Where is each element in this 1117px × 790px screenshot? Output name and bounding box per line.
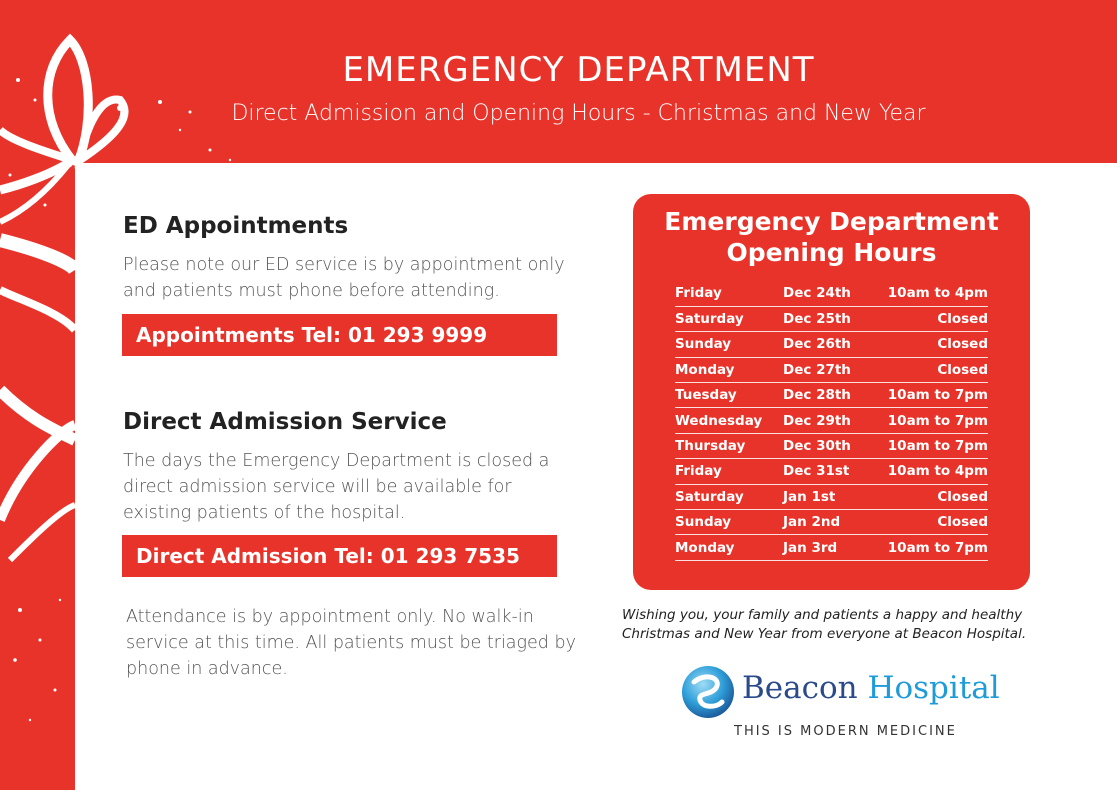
hours-time: Closed bbox=[883, 306, 988, 331]
logo-tagline: THIS IS MODERN MEDICINE bbox=[734, 724, 957, 739]
opening-hours-title-line1: Emergency Department bbox=[664, 207, 999, 236]
hours-row bbox=[675, 383, 988, 408]
hours-date: Dec 31st bbox=[783, 459, 883, 484]
hours-time: Closed bbox=[883, 357, 988, 382]
header-banner bbox=[0, 0, 1117, 163]
direct-admission-tel-box: Direct Admission Tel: 01 293 7535 bbox=[122, 535, 557, 577]
hours-date: Dec 30th bbox=[783, 433, 883, 458]
hours-row bbox=[675, 306, 988, 331]
hours-row bbox=[675, 459, 988, 484]
hours-day: Tuesday bbox=[675, 383, 783, 408]
page-title: EMERGENCY DEPARTMENT bbox=[342, 50, 815, 90]
hours-row bbox=[675, 357, 988, 382]
hours-time: 10am to 7pm bbox=[883, 408, 988, 433]
logo-wordmark bbox=[742, 670, 1000, 706]
hours-time: 10am to 4pm bbox=[883, 459, 988, 484]
hours-date: Dec 25th bbox=[783, 306, 883, 331]
hours-day: Wednesday bbox=[675, 408, 783, 433]
left-red-strip bbox=[0, 0, 75, 790]
hours-day: Friday bbox=[675, 281, 783, 306]
direct-admission-heading: Direct Admission Service bbox=[123, 409, 447, 435]
hours-day: Friday bbox=[675, 459, 783, 484]
ed-appointments-text: Please note our ED service is by appointment only and patients must phone before attending. bbox=[123, 255, 565, 301]
hours-row bbox=[675, 484, 988, 509]
holiday-wish-text: Wishing you, your family and patients a happy and healthy Christmas and New Year from everyone at Beacon Hospital. bbox=[622, 607, 1027, 642]
hours-day: Monday bbox=[675, 535, 783, 560]
hours-time: 10am to 7pm bbox=[883, 383, 988, 408]
hours-row bbox=[675, 281, 988, 306]
hours-time: 10am to 7pm bbox=[883, 433, 988, 458]
beacon-hospital-logo bbox=[680, 660, 1000, 750]
hours-date: Dec 28th bbox=[783, 383, 883, 408]
hours-row bbox=[675, 433, 988, 458]
hours-date: Dec 27th bbox=[783, 357, 883, 382]
hours-time: Closed bbox=[883, 332, 988, 357]
hours-day: Sunday bbox=[675, 332, 783, 357]
hours-day: Sunday bbox=[675, 510, 783, 535]
beacon-logo-icon bbox=[680, 664, 736, 720]
hours-row bbox=[675, 332, 988, 357]
hours-row bbox=[675, 535, 988, 560]
logo-name-beacon: Beacon bbox=[742, 670, 868, 706]
hours-row bbox=[675, 408, 988, 433]
hours-date: Jan 2nd bbox=[783, 510, 883, 535]
ed-appointments-heading: ED Appointments bbox=[123, 213, 349, 239]
opening-hours-title bbox=[633, 206, 1030, 268]
page-subtitle: Direct Admission and Opening Hours - Christmas and New Year bbox=[231, 101, 926, 126]
attendance-note: Attendance is by appointment only. No walk-in service at this time. All patients must be triaged by phone in advance. bbox=[126, 607, 576, 679]
hours-time: 10am to 7pm bbox=[883, 535, 988, 560]
opening-hours-table bbox=[675, 281, 988, 561]
opening-hours-card bbox=[633, 194, 1030, 590]
hours-time: Closed bbox=[883, 510, 988, 535]
hours-date: Dec 29th bbox=[783, 408, 883, 433]
appointments-tel-box: Appointments Tel: 01 293 9999 bbox=[122, 314, 557, 356]
hours-date: Dec 26th bbox=[783, 332, 883, 357]
logo-name-hospital: Hospital bbox=[867, 670, 1000, 706]
hours-row bbox=[675, 510, 988, 535]
hours-day: Saturday bbox=[675, 306, 783, 331]
direct-admission-text: The days the Emergency Department is closed a direct admission service will be available for existing patients of the hospital. bbox=[123, 451, 550, 523]
hours-date: Jan 1st bbox=[783, 484, 883, 509]
opening-hours-title-line2: Opening Hours bbox=[726, 238, 937, 267]
hours-day: Saturday bbox=[675, 484, 783, 509]
hours-day: Thursday bbox=[675, 433, 783, 458]
hours-day: Monday bbox=[675, 357, 783, 382]
hours-date: Dec 24th bbox=[783, 281, 883, 306]
hours-date: Jan 3rd bbox=[783, 535, 883, 560]
hours-time: Closed bbox=[883, 484, 988, 509]
hours-time: 10am to 4pm bbox=[883, 281, 988, 306]
